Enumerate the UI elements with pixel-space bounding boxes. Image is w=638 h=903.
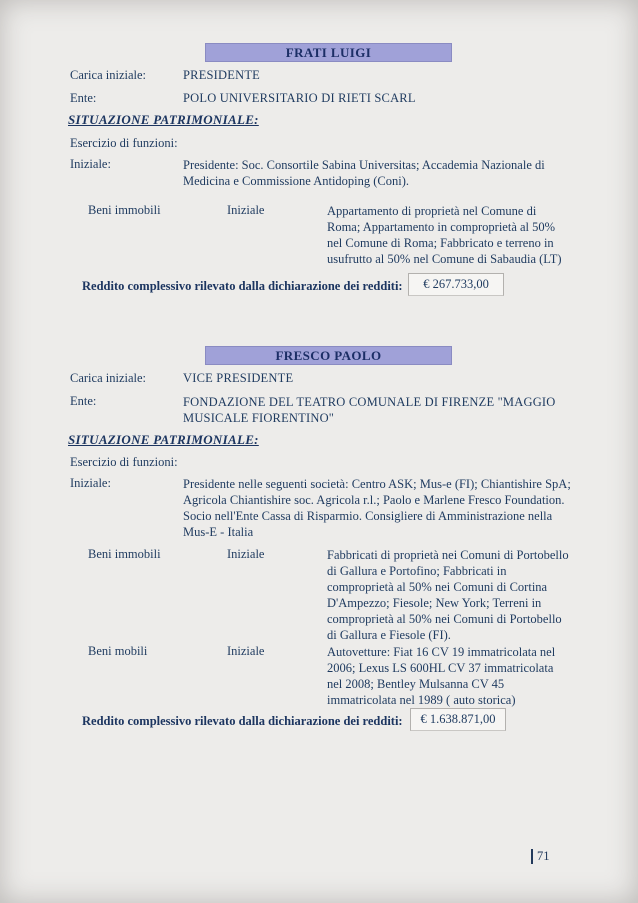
carica-value-2: VICE PRESIDENTE [183, 371, 294, 385]
asset-description: Autovetture: Fiat 16 CV 19 immatricolata nel 2006; Lexus LS 600HL CV 37 immatricolata nel 2008; Bentley Mulsanna CV 45 immatricolata nel 1989 ( auto storica) [327, 645, 556, 707]
page-number-bar [531, 849, 533, 864]
asset-description: Appartamento di proprietà nel Comune di Roma; Appartamento in comproprietà al 50% nel Comune di Roma; Fabbricato e terreno in usufrutto al 50% nel Comune di Sabaudia (LT) [327, 204, 562, 266]
iniziale-text-2: Presidente nelle seguenti società: Centro ASK; Mus-e (FI); Chiantishire SpA; Agricola Chiantishire soc. Agricola r.l.; Paolo e Marlene Fresco Foundation. Socio nell'Ente Cassa di Risparmio. Consigliere di Amministrazione nella Mus-E - Italia [183, 477, 571, 539]
ente-value-1: POLO UNIVERSITARIO DI RIETI SCARL [183, 91, 416, 105]
asset-description: Fabbricati di proprietà nei Comuni di Portobello di Gallura e Portofino; Fabbricati in comproprietà al 50% nei Comuni di Cortina D'Ampezzo; Fiesole; New York; Terreni in comproprietà al 50% nei Comuni di Portobello di Gallura e Fiesole (FI). [327, 548, 569, 642]
esercizio-label-2: Esercizio di funzioni: [70, 455, 178, 469]
asset-phase: Iniziale [227, 203, 265, 217]
iniziale-text-1: Presidente: Soc. Consortile Sabina Universitas; Accademia Nazionale di Medicina e Commissione Antidoping (Coni). [183, 158, 545, 188]
iniziale-label-1: Iniziale: [70, 157, 111, 171]
carica-label-2: Carica iniziale: [70, 371, 147, 385]
asset-phase: Iniziale [227, 547, 265, 561]
person-banner-1: FRATI LUIGI [205, 43, 452, 62]
asset-category: Beni immobili [88, 547, 161, 561]
reddito-label-1: Reddito complessivo rilevato dalla dichiarazione dei redditi: [82, 279, 403, 293]
ente-value-2: FONDAZIONE DEL TEATRO COMUNALE DI FIRENZE "MAGGIO MUSICALE FIORENTINO" [183, 395, 556, 425]
carica-value-1: PRESIDENTE [183, 68, 260, 82]
esercizio-label-1: Esercizio di funzioni: [70, 136, 178, 150]
reddito-value-box-2: € 1.638.871,00 [410, 708, 506, 731]
page-number-text: 71 [537, 849, 550, 863]
situazione-heading-2: SITUAZIONE PATRIMONIALE: [68, 432, 259, 447]
situazione-heading-1: SITUAZIONE PATRIMONIALE: [68, 112, 259, 127]
reddito-value-box-1: € 267.733,00 [408, 273, 504, 296]
person-banner-2: FRESCO PAOLO [205, 346, 452, 365]
page-number [531, 849, 550, 864]
reddito-label-2: Reddito complessivo rilevato dalla dichiarazione dei redditi: [82, 714, 403, 728]
asset-category: Beni mobili [88, 644, 148, 658]
asset-category: Beni immobili [88, 203, 161, 217]
ente-label-1: Ente: [70, 91, 97, 105]
carica-label-1: Carica iniziale: [70, 68, 147, 82]
ente-label-2: Ente: [70, 394, 97, 408]
iniziale-label-2: Iniziale: [70, 476, 111, 490]
asset-phase: Iniziale [227, 644, 265, 658]
